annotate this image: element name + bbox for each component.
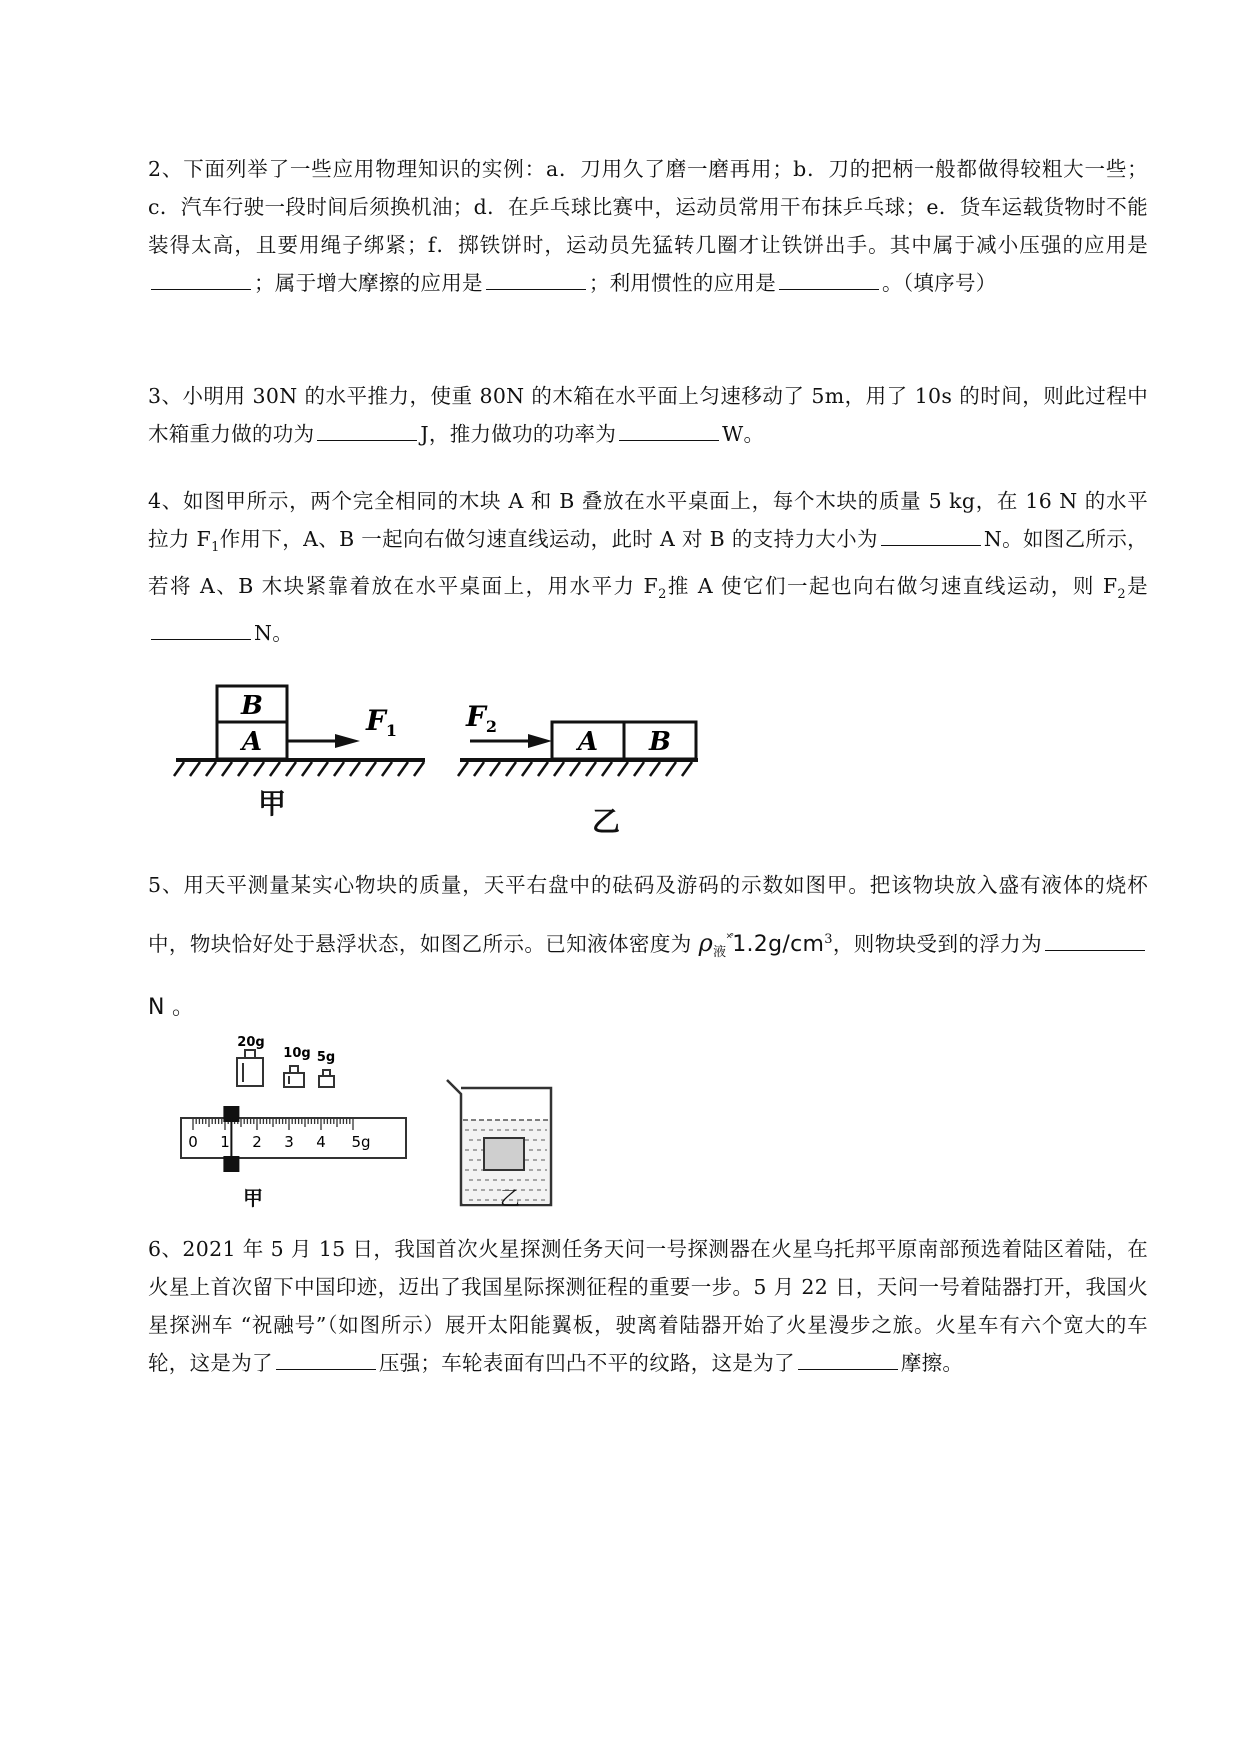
weight-label-5g: 5g <box>316 1050 336 1065</box>
label-f1: $F_1$ <box>366 704 398 740</box>
question-4 <box>148 482 1148 652</box>
answer-blank-5[interactable] <box>1045 930 1145 951</box>
question-5 <box>148 858 1148 1035</box>
label-b-left: B <box>241 691 263 721</box>
density-exponent: 3 <box>824 932 833 947</box>
q5-text: 5、用天平测量某实心物块的质量，天平右盘中的砝码及游码的示数如图甲。把该物块放入盛有液体的烧杯中，物块恰好处于悬浮状态，如图乙所示。已知液体密度为 <box>148 873 1148 956</box>
weight-20g <box>237 1050 263 1086</box>
label-f2: $F_2$ <box>466 700 498 736</box>
scale-label: 4 <box>316 1133 326 1151</box>
q2-text: ；属于增大摩擦的应用是 <box>254 271 483 295</box>
figure-caption-yi: 乙 <box>592 805 621 838</box>
q3-text: 3、小明用 30N 的水平推力，使重 80N 的木箱在水平面上匀速移动了 5m，用了 10s 的时间，则此过程中木箱重力做的功为 <box>148 384 1148 446</box>
figure-balance <box>175 1030 575 1220</box>
weight-10g <box>284 1066 304 1087</box>
q6-text: 压强；车轮表面有凹凸不平的纹路，这是为了 <box>378 1351 795 1375</box>
q3-text: W。 <box>722 422 765 446</box>
q2-text: ；利用惯性的应用是 <box>588 271 777 295</box>
q4-text: 推 A 使它们一起也向右做匀速直线运动，则 F <box>666 574 1118 599</box>
weight-5g <box>319 1070 334 1087</box>
scale-label: 3 <box>284 1133 294 1151</box>
answer-blank-3b[interactable] <box>619 420 719 441</box>
floating-block <box>484 1138 524 1170</box>
answer-blank-6a[interactable] <box>276 1349 376 1370</box>
label-a-left: A <box>241 727 263 757</box>
answer-blank-2b[interactable] <box>486 269 586 290</box>
answer-blank-3a[interactable] <box>317 420 417 441</box>
q4-subscript: 2 <box>1117 587 1126 603</box>
arrowhead-icon <box>528 734 552 748</box>
rider-bottom <box>223 1156 239 1172</box>
q6-text: 摩擦。 <box>900 1351 964 1375</box>
rho-subscript: 液 <box>713 944 727 960</box>
q5-text: ，则物块受到的浮力为 <box>832 931 1042 956</box>
answer-blank-4b[interactable] <box>151 619 251 640</box>
q4-text: 4、如图甲所示，两个完全相同的木块 A 和 B 叠放在水平桌面上，每个木块的质量 5 kg，在 16 N 的水平拉力 F <box>148 489 1148 551</box>
q2-text: 2、下面列举了一些应用物理知识的实例：a．刀用久了磨一磨再用；b．刀的把柄一般都做得较粗大一些；c．汽车行驶一段时间后须换机油；d．在乒乓球比赛中，运动员常用干布抹乒乓球；e．货车运载货物时不能装得太高，且要用绳子绑紧；f．掷铁饼时，运动员先猛转几圈才让铁饼出手。其中属于减小压强的应用是 <box>148 157 1148 257</box>
figure-caption-yi: 乙 <box>500 1186 520 1210</box>
answer-blank-2c[interactable] <box>779 269 879 290</box>
q2-text: 。（填序号） <box>882 271 997 295</box>
label-b-right: B <box>649 727 671 757</box>
question-2 <box>148 150 1148 302</box>
q4-subscript: 1 <box>211 540 220 556</box>
q4-text: N。如图乙所示，若将 A、B 木块紧靠着放在水平桌面上，用水平力 F <box>148 527 1148 599</box>
answer-blank-4a[interactable] <box>881 525 981 546</box>
q4-subscript: 2 <box>658 587 667 603</box>
figure-blocks <box>170 670 710 840</box>
scale-label: 2 <box>252 1133 262 1151</box>
q4-text: 作用下，A、B 一起向右做匀速直线运动，此时 A 对 B 的支持力大小为 <box>219 527 878 551</box>
question-6 <box>148 1230 1148 1382</box>
blocks-diagram <box>170 670 710 840</box>
beaker <box>447 1080 551 1205</box>
figure-caption-jia: 甲 <box>243 1186 263 1210</box>
weight-label-10g: 10g <box>283 1046 311 1061</box>
q4-text: N。 <box>254 621 294 646</box>
density-value: 1.2g/cm <box>732 931 825 957</box>
scale-label: 5g <box>351 1133 371 1151</box>
answer-blank-2a[interactable] <box>151 269 251 290</box>
scale-label: 1 <box>220 1133 230 1151</box>
rho-symbol: ρ <box>698 928 714 957</box>
garbled-symbol: ˟̊ <box>726 931 733 947</box>
q4-text: 是 <box>1125 574 1148 599</box>
weight-label-20g: 20g <box>237 1035 265 1050</box>
q3-text: J，推力做功的功率为 <box>420 422 617 446</box>
scale-label: 0 <box>188 1133 198 1151</box>
q6-text: 6、2021 年 5 月 15 日，我国首次火星探测任务天问一号探测器在火星乌托邦平原南部预选着陆区着陆，在火星上首次留下中国印迹，迈出了我国星际探测征程的重要一步。5 月 22 日，天问一号着陆器打开，我国火星探洲车 “祝融号”（如图所示）展开太阳能翼板，驶离着陆器开始了火星漫步之旅。火星车有六个宽大的车轮，这是为了 <box>148 1237 1148 1375</box>
arrowhead-icon <box>335 734 360 748</box>
label-a-right: A <box>577 727 599 757</box>
answer-blank-6b[interactable] <box>798 1349 898 1370</box>
question-3 <box>148 377 1148 453</box>
q5-text: N 。 <box>148 994 195 1020</box>
figure-caption-jia: 甲 <box>258 787 287 820</box>
